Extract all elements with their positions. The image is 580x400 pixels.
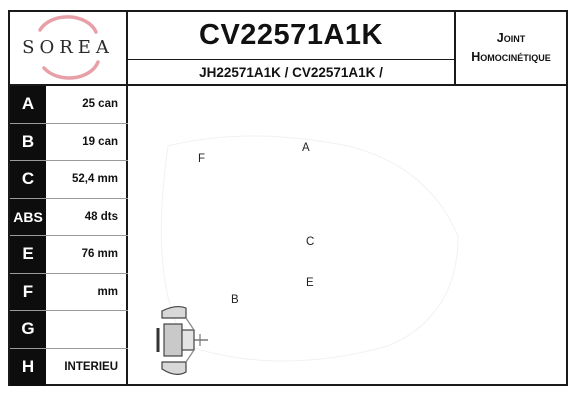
- spec-key: ABS: [10, 199, 46, 236]
- cv-joint-icon: [158, 307, 208, 375]
- spec-value: [46, 311, 128, 348]
- spec-value: 52,4 mm: [46, 161, 128, 198]
- spec-value: 76 mm: [46, 236, 128, 273]
- logo-ring-bottom: [44, 62, 98, 78]
- spec-row-f: [10, 274, 128, 312]
- part-number: CV22571A1K: [199, 19, 383, 51]
- logo-ring-top: [40, 17, 96, 32]
- technical-drawing: [128, 86, 566, 386]
- dimension-label-e: E: [306, 277, 314, 289]
- spec-key: H: [10, 349, 46, 387]
- spec-value: 19 can: [46, 124, 128, 161]
- product-type-line-2: Homocinétique: [471, 50, 551, 64]
- dimension-label-a: A: [302, 142, 310, 154]
- dimension-label-f: F: [198, 153, 206, 165]
- product-type-cell: [454, 12, 566, 86]
- dimension-label-c: C: [306, 236, 315, 248]
- product-type-line-1: Joint: [496, 31, 526, 45]
- product-sheet: [8, 10, 568, 386]
- spec-value: INTERIEU: [46, 349, 128, 387]
- spec-row-g: [10, 311, 128, 349]
- spec-row-e: [10, 236, 128, 274]
- spec-key: G: [10, 311, 46, 348]
- dimension-label-b: B: [231, 294, 239, 306]
- brand-logo: [10, 12, 126, 84]
- spec-row-abs: [10, 199, 128, 237]
- part-number-cell: [128, 12, 454, 60]
- brand-logo-cell: [10, 12, 128, 86]
- spec-value: 25 can: [46, 86, 128, 123]
- spec-value: 48 dts: [46, 199, 128, 236]
- spec-key: F: [10, 274, 46, 311]
- brand-name: SOREA: [22, 37, 114, 58]
- spec-key: A: [10, 86, 46, 123]
- spec-row-a: [10, 86, 128, 124]
- spec-row-b: [10, 124, 128, 162]
- spec-row-h: [10, 349, 128, 387]
- spec-value: mm: [46, 274, 128, 311]
- spec-key: E: [10, 236, 46, 273]
- spec-key: C: [10, 161, 46, 198]
- cross-references: JH22571A1K / CV22571A1K /: [199, 64, 383, 80]
- spec-key: B: [10, 124, 46, 161]
- cross-reference-cell: [128, 60, 454, 86]
- spec-row-c: [10, 161, 128, 199]
- cv-joint-sketch: [128, 86, 566, 386]
